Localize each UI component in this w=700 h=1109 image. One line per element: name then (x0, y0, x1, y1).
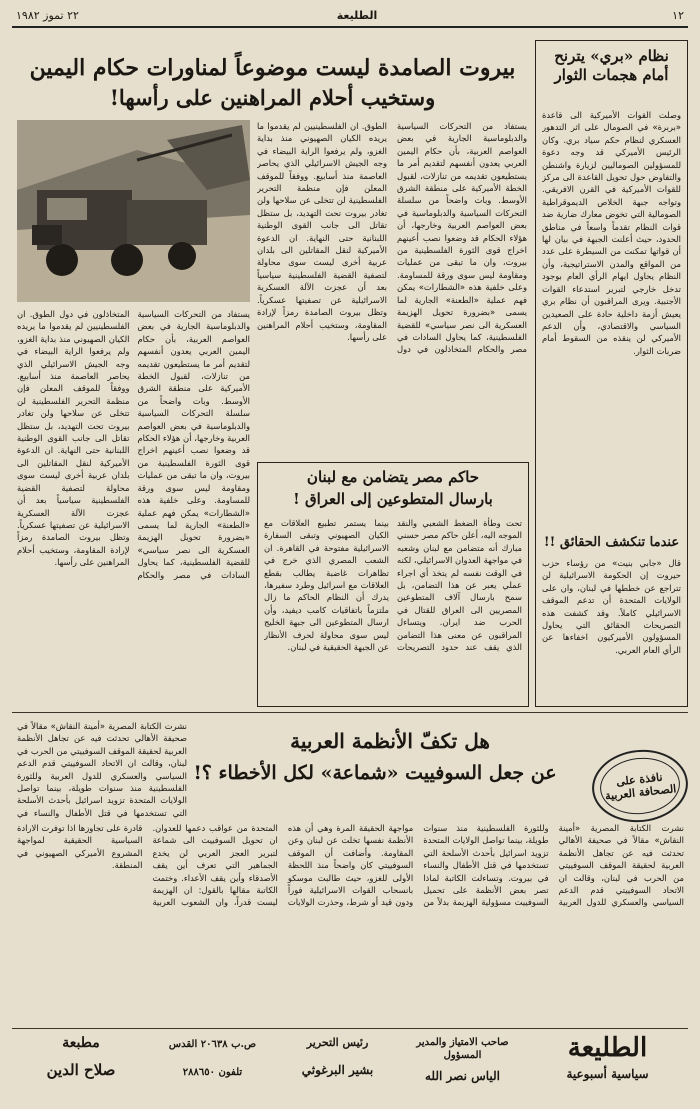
contact-phone: تلفون ٢٨٨٦٥٠ (182, 1067, 243, 1078)
masthead-logo-subtitle: سياسية أسبوعية (566, 1067, 649, 1081)
sidebar-body: وصلت القوات الأميركية الى قاعدة «بربرة» في الصومال على اثر التدهور العسكري لنظام حكم سياد بري. وكان الرئيس الأميركي قد وجه دعوة للمسؤولين الصوماليين لزيارة واشنطن والتفاوض حول تحويل القاعدة الى مركز للقوات الأميركية في القرن الافريقي. وتواجه جبهة الخلاص الديموقراطية الصومالية التي تخوض معارك ضارية ضد قوات النظام تقدماً واسعاً في مناطق الحدود، حيث أعلنت الجبهة في بيان لها أن قواتها تمكنت من السيطرة على عدد من المواقع والمدن الاستراتيجية، وأن النظام يحاول ايهام الرأي العام بوجود تدخل خارجي لتبرير استدعاء القوات الأجنبية. ويرى المراقبون أن نظام بري يعيش أزمة داخلية حادة على الصعيدين السياسي والاقتصادي، وأن الدعم الأميركي لن ينقذه من السقوط أمام ضربات الثوار. (542, 110, 681, 356)
column-stamp-label: نافذة على الصحافة العربية (597, 754, 682, 818)
truck-photo (17, 120, 250, 302)
main-story-body-left: يستفاد من التحركات السياسية والدبلوماسية الجارية في بعض العواصم العربية، بأن حكام اليمين العربي يعدون أنفسهم لتقديم أمر ما يستطيعون تقديمه من تنازلات، لقبول الخطة الأميركية على منطقة الشرق الأوسط. وبات واضحاً من سلسلة التحركات السياسية والدبلوماسية في بعض العواصم العربية وخارجها، أن هؤلاء الحكام قد وضعوا نصب أعينهم اخراج قوى الثورة الفلسطينية من بيروت، وان ما تبقى من عمليات ومقاومة ليس سوى ورقة للمساومة. وعلى خلفية هذه «الشطارات» يمكن فهم عملية «الطعنة» الجارية لما يسمى «بضرورة تحويل الهزيمة العسكرية الى نصر سياسي» للقضية الفلسطينية، كما يحاول السادات في مصر والحكام المتخاذلون في دول الطوق. ان الفلسطينيين لم يقدموا ما يريده الكيان الصهيوني منذ بداية الغزو، ولم يرفعوا الراية البيضاء في وجه الجيش الاسرائيلي الذي يحاصر العاصمة منذ أسابيع. ووفقاً للموقف المعلن فإن منظمة التحرير الفلسطينية لن تتخلى عن سلاحها ولن تغادر بيروت تحت التهديد، بل ستظل تقاتل الى جانب القوى الوطنية اللبنانية حتى النهاية. ان الدعوة الأميركية لنقل المقاتلين الى بلدان عربية أخرى ليست سوى محاولة لتصفية القضية الفلسطينية سياسياً بعد أن عجزت الآلة العسكرية الاسرائيلية عن تصفيتها عسكرياً. وتظل بيروت الصامدة رمزاً لإرادة المقاومة، وستخيب أحلام المراهنين على رأسها. (17, 309, 250, 580)
column-stamp (588, 745, 691, 827)
main-story-body: يستفاد من التحركات السياسية والدبلوماسية الجارية في بعض العواصم العربية، بأن حكام اليمين العربي يعدون أنفسهم لتقديم أمر ما يستطيعون تقديمه من تنازلات، لقبول الخطة الأميركية على منطقة الشرق الأوسط. وبات واضحاً من سلسلة التحركات السياسية والدبلوماسية في بعض العواصم العربية وخارجها، أن هؤلاء الحكام قد وضعوا نصب أعينهم اخراج قوى الثورة الفلسطينية من بيروت، وان ما تبقى من عمليات ومقاومة ليس سوى ورقة للمساومة. وعلى خلفية هذه «الشطارات» يمكن فهم عملية «الطعنة» الجارية لما يسمى «بضرورة تحويل الهزيمة العسكرية الى نصر سياسي» للقضية الفلسطينية، كما يحاول السادات في مصر والحكام المتخاذلون في دول الطوق. ان الفلسطينيين لم يقدموا ما يريده الكيان الصهيوني منذ بداية الغزو، ولم يرفعوا الراية البيضاء في وجه الجيش الاسرائيلي الذي يحاصر العاصمة منذ أسابيع. ووفقاً للموقف المعلن فإن منظمة التحرير الفلسطينية لن تتخلى عن سلاحها ولن تغادر بيروت تحت التهديد، بل ستظل تقاتل الى جانب القوى الوطنية اللبنانية حتى النهاية. ان الدعوة الأميركية لنقل المقاتلين الى بلدان عربية أخرى ليست سوى محاولة لتصفية القضية الفلسطينية سياسياً بعد أن عجزت الآلة العسكرية الاسرائيلية عن تصفيتها عسكرياً. وتظل بيروت الصامدة رمزاً لإرادة المقاومة، وستخيب أحلام المراهنين على رأسها. (257, 121, 527, 355)
masthead-owner (400, 1032, 525, 1096)
sidebar-body-2: قال «جابي بنيت» من رؤساء حزب حيروت إن الحكومة الاسرائيلية لن تتراجع عن خططها في لبنان، وان على الولايات المتحدة أن تدعم الموقف الاسرائيلي كاملاً. وقد كشفت هذه التصريحات الحقائق التي يحاول المسؤولون الأميركيون اخفاءها عن الرأي العام العربي. (542, 558, 681, 655)
egypt-story-body: تحت وطأة الضغط الشعبي والنقد الموجه اليه، أعلن حاكم مصر حسني مبارك أنه متضامن مع لبنان وشعبه في مواجهة العدوان الاسرائيلي، لكنه في الوقت نفسه لم يتخذ أي اجراء عملي يعبر عن هذا التضامن، بل سمح بارسال آلاف المتطوعين المصريين الى العراق للقتال في الحرب ضد ايران. ويتساءل المراقبون عن معنى هذا التضامن الذي يقف عند حدود التصريحات بينما يستمر تطبيع العلاقات مع الكيان الصهيوني وتبقى السفارة الاسرائيلية مفتوحة في القاهرة. ان الشعب المصري الذي خرج في تظاهرات غاضبة يطالب بقطع العلاقات مع اسرائيل وطرد سفيرها، يدرك أن النظام الحاكم ما زال ملتزماً باتفاقيات كامب ديفيد، وأن ارسال المتطوعين الى جبهة الخليج ليس سوى محاولة لحرف الأنظار عن الجبهة الحقيقية في لبنان. (264, 518, 522, 653)
editor-label: رئيس التحرير (306, 1036, 369, 1049)
masthead-contact (150, 1032, 275, 1096)
sidebar-headline: نظام «بري» يترنح أمام هجمات الثوار (554, 47, 669, 84)
main-story-headline-2: وستخيب أحلام المراهنين على رأسها! (109, 85, 436, 110)
egypt-story-headline-2: بارسال المتطوعين إلى العراق ! (293, 490, 493, 508)
truck-photo-illustration (17, 120, 250, 302)
sidebar-box (535, 40, 688, 707)
masthead-printer (17, 1032, 145, 1096)
masthead-divider (12, 1028, 688, 1029)
column-body-left: نشرت الكتابة المصرية «أمينة النقاش» مقالاً في صحيفة الأهالي تحدثت فيه عن تجاهل الأنظمة العربية لحقيقة الموقف السوفييتي من الحرب في لبنان، وقالت ان الاتحاد السوفييتي قدم الدعم السياسي والعسكري للدول العربية وللثورة الفلسطينية منذ سنوات طويلة، بينما تواصل الولايات المتحدة تزويد اسرائيل بأحدث الأسلحة التي تستخدمها في قتل الأطفال والنساء في (17, 721, 187, 818)
page-header (12, 6, 688, 28)
masthead-logo-title: الطليعة (567, 1033, 648, 1063)
sidebar-subhead: عندما تنكشف الحقائق !! (543, 535, 680, 550)
masthead-editor (280, 1032, 395, 1096)
editor-name: بشير البرغوثي (301, 1063, 374, 1077)
egypt-story-box (257, 462, 529, 707)
egypt-story-headline-1: حاكم مصر يتضامن مع لبنان (306, 468, 480, 486)
page-number: ١٢ (672, 9, 684, 22)
owner-label: صاحب الامتياز والمدير المسؤول (416, 1037, 509, 1061)
owner-name: الياس نصر الله (424, 1069, 501, 1083)
printer-name: صلاح الدين (46, 1061, 116, 1079)
column-headline-1: هل تكفّ الأنظمة العربية (290, 729, 490, 753)
masthead-logo (530, 1032, 685, 1096)
section-divider (12, 712, 688, 713)
column-headline-2: عن جعل السوفييت «شماعة» لكل الأخطاء ؟! (193, 762, 557, 784)
issue-date: ٢٢ تموز ١٩٨٢ (16, 9, 79, 22)
publication-name: الطليعة (336, 9, 378, 22)
column-body: نشرت الكتابة المصرية «أمينة النقاش» مقالاً في صحيفة الأهالي تحدثت فيه عن تجاهل الأنظمة العربية لحقيقة الموقف السوفييتي من الحرب في لبنان، وقالت ان الاتحاد السوفييتي قدم الدعم السياسي والعسكري للدول العربية وللثورة الفلسطينية منذ سنوات طويلة، بينما تواصل الولايات المتحدة تزويد اسرائيل بأحدث الأسلحة التي تستخدمها في قتل الأطفال والنساء في بيروت. وتساءلت الكاتبة لماذا تصر بعض الأنظمة على تحميل السوفييت مسؤولية الهزيمة بدلاً من مواجهة الحقيقة المرة وهي أن هذه الأنظمة نفسها تخلت عن لبنان وعن المقاومة. وأضافت أن الموقف السوفييتي كان واضحاً منذ اللحظة الأولى للغزو، حيث طالبت موسكو بانسحاب القوات الاسرائيلية فوراً ودون قيد أو شرط، وحذرت الولايات المتحدة من عواقب دعمها للعدوان. ان تحويل السوفييت الى شماعة لتبرير العجز العربي لن يخدع الجماهير التي تعرف أين يقف الأصدقاء وأين يقف الأعداء. وختمت الكاتبة مقالها بالقول: ان الهزيمة ليست قدراً، وان الشعوب العربية قادرة على تجاوزها اذا توفرت الارادة السياسية الحقيقية لمواجهة المشروع الأميركي الصهيوني في المنطقة. (17, 823, 684, 908)
main-story-headline-1: بيروت الصامدة ليست موضوعاً لمناورات حكام اليمين (29, 55, 516, 81)
contact-address: ص.ب ٢٠٦٣٨ القدس (168, 1039, 257, 1050)
printer-label: مطبعة (62, 1035, 100, 1051)
